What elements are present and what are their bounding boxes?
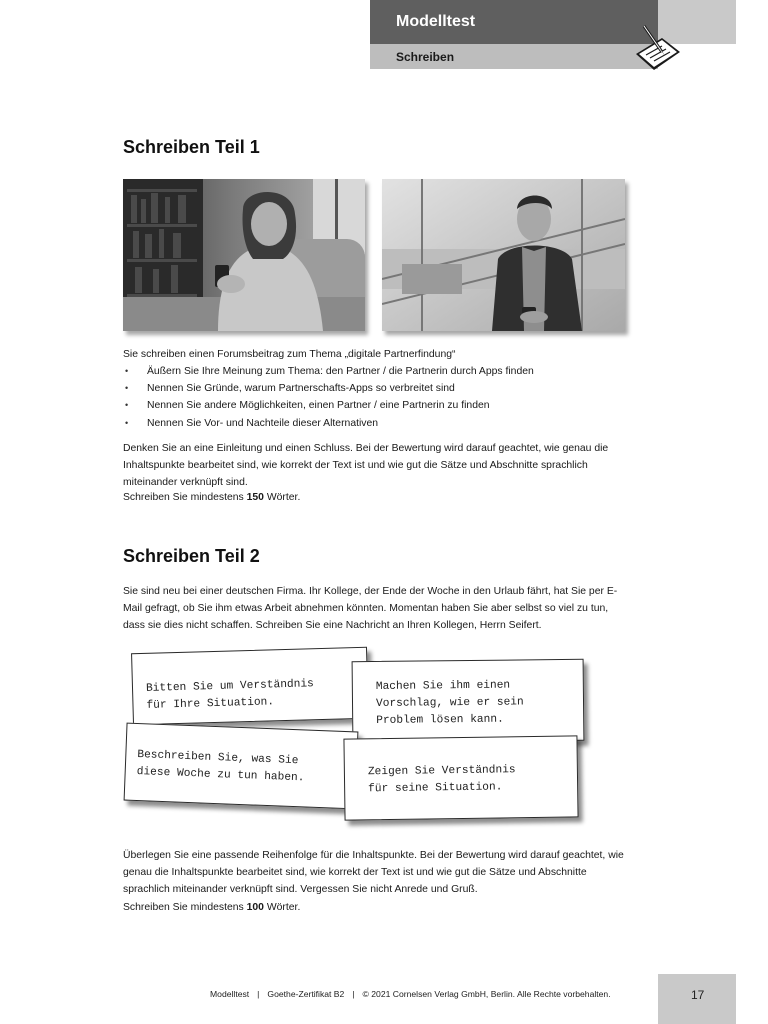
footer-separator: |: [352, 989, 355, 999]
word-count-number: 150: [246, 492, 264, 503]
list-item: • Nennen Sie andere Möglichkeiten, einen Partner / eine Partnerin zu finden: [123, 397, 534, 414]
word-count-number: 100: [246, 902, 264, 913]
card-text: Machen Sie ihm einen Vorschlag, wie er sein Problem lösen kann.: [375, 679, 524, 727]
teil-1-bullet-list: [123, 363, 534, 432]
list-item: • Äußern Sie Ihre Meinung zum Thema: den Partner / die Partnerin durch Apps finden: [123, 363, 534, 380]
card-text: Beschreiben Sie, was Sie diese Woche zu tun haben.: [136, 749, 305, 785]
teil-1-word-count-text: [123, 489, 628, 506]
footer-separator: |: [257, 989, 260, 999]
woman-with-smartphone-photo: [123, 179, 365, 331]
word-count-suffix: Wörter.: [266, 902, 301, 913]
word-count-prefix: Schreiben Sie mindestens: [123, 492, 244, 503]
content-point-card: [352, 659, 585, 743]
list-item: • Nennen Sie Vor- und Nachteile dieser Alternativen: [123, 415, 534, 432]
list-item: • Nennen Sie Gründe, warum Partnerschafts-Apps so verbreitet sind: [123, 380, 534, 397]
teil-1-intro-text: Sie schreiben einen Forumsbeitrag zum Thema „digitale Partnerfindung“: [123, 349, 456, 360]
teil-2-instructions: Überlegen Sie eine passende Reihenfolge für die Inhaltspunkte. Bei der Bewertung wird darauf geachtet, wie genau die Inhaltspunkte bearbeitet sind, wie korrekt der Text ist und wie gut die Sätze und Abschnitte sprachlich miteinander verknüpft sind. Vergessen Sie nicht Anrede und Gruß.: [123, 850, 624, 896]
teil-2-word-count-text: [123, 899, 628, 916]
pen-and-paper-icon: [632, 24, 684, 76]
section-heading-teil-1: Schreiben Teil 1: [123, 137, 260, 157]
header-subtitle-bar: [370, 44, 658, 69]
man-with-smartphone-photo: [382, 179, 625, 331]
page-number: 17: [691, 988, 705, 1002]
word-count-suffix: Wörter.: [266, 492, 301, 503]
header-title-bar: [370, 0, 658, 44]
word-count-prefix: Schreiben Sie mindestens: [123, 902, 244, 913]
section-heading-teil-2: Schreiben Teil 2: [123, 546, 260, 566]
header-subtitle: Schreiben: [396, 50, 455, 64]
page-footer: [210, 989, 611, 999]
teil-2-task-text: Sie sind neu bei einer deutschen Firma. Ihr Kollege, der Ende der Woche in den Urlaub fährt, hat Sie per E-Mail gefragt, ob Sie ihm etwas Arbeit abnehmen könnten. Momentan haben Sie aber selbst so viel zu tun, dass sie dies nicht schaffen. Schreiben Sie eine Nachricht an Ihren Kollegen, Herrn Seifert.: [123, 586, 618, 632]
header-title: Modelltest: [396, 13, 476, 30]
card-text: Bitten Sie um Verständnis für Ihre Situation.: [145, 678, 314, 712]
content-point-card: [343, 735, 578, 820]
card-text: Zeigen Sie Verständnis für seine Situation.: [367, 764, 516, 796]
teil-1-instructions: Denken Sie an eine Einleitung und einen Schluss. Bei der Bewertung wird darauf geachtet, wie genau die Inhaltspunkte bearbeitet sind, wie korrekt der Text ist und wie gut die Sätze und Abschnitte sprachlich miteinander verknüpft sind.: [123, 443, 609, 489]
content-point-card: [124, 723, 359, 810]
content-point-card: [131, 647, 369, 726]
footer-exam-name: Goethe-Zertifikat B2: [267, 989, 345, 999]
footer-title: Modelltest: [210, 989, 250, 999]
footer-copyright: © 2021 Cornelsen Verlag GmbH, Berlin. Alle Rechte vorbehalten.: [362, 989, 611, 999]
page-number-box: [658, 974, 736, 1024]
